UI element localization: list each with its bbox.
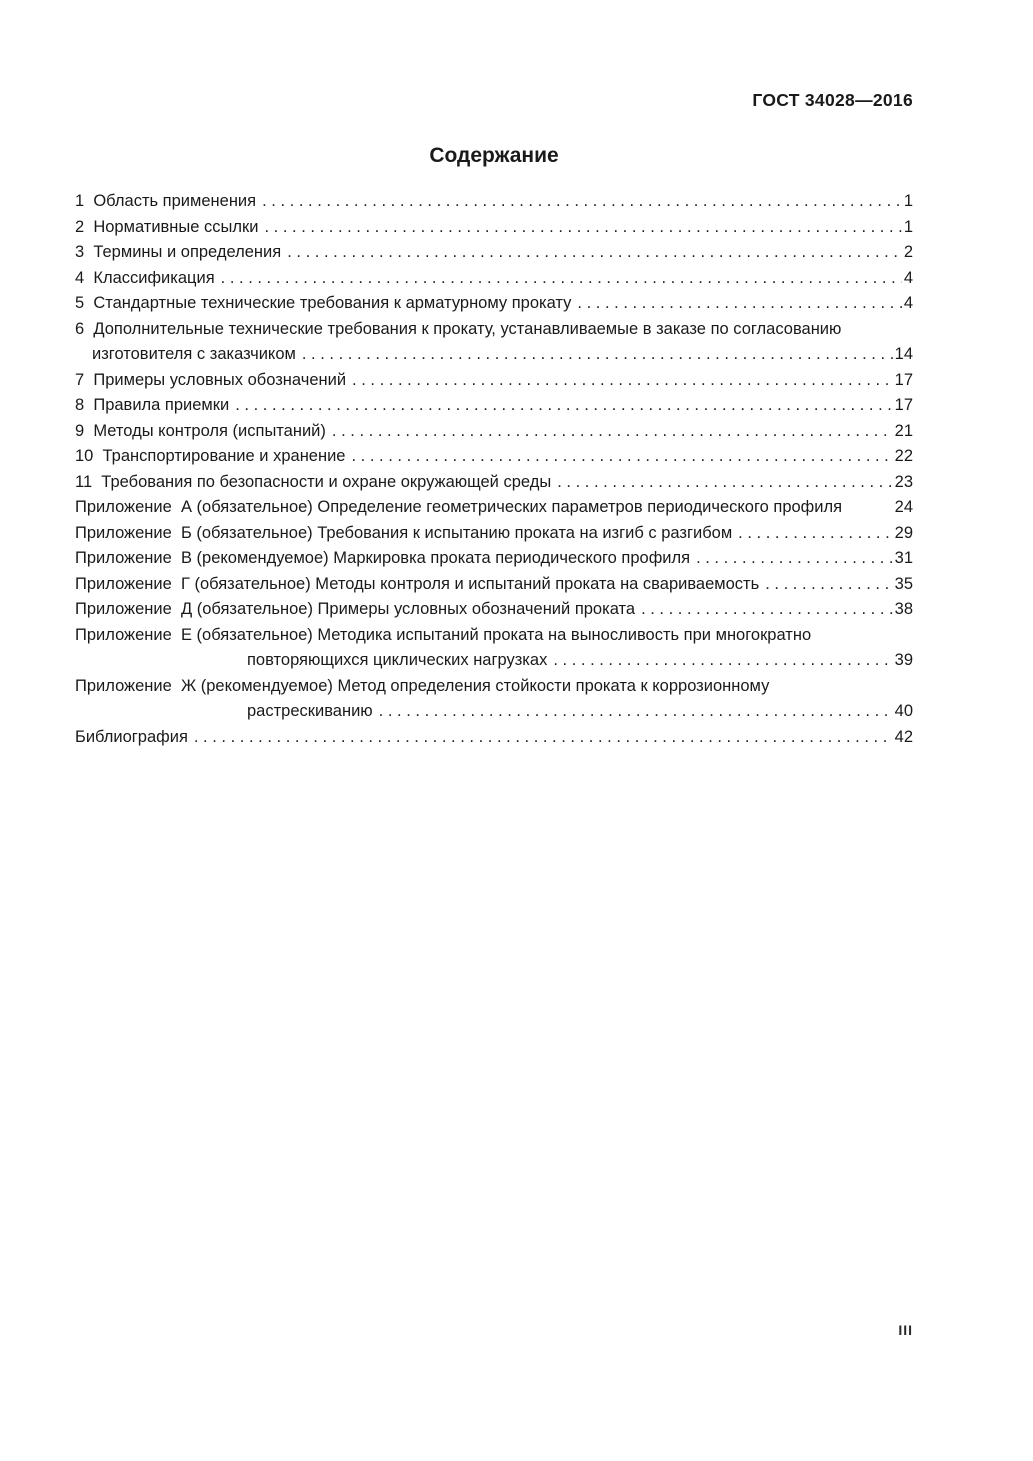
toc-entry: [75, 240, 913, 266]
toc-entry: [75, 623, 913, 674]
toc-entry-label: Приложение Е (обязательное) Методика испытаний проката на выносливость при многократно: [75, 625, 812, 644]
toc-page-ref: 23: [894, 472, 913, 491]
toc-entry-line: [75, 291, 913, 317]
dot-leader: [765, 572, 892, 598]
toc-entry-label: 5 Стандартные технические требования к арматурному прокату: [75, 294, 572, 312]
dot-leader: [235, 393, 892, 419]
toc-entry-line: [75, 368, 913, 394]
toc-entry-line: [75, 189, 913, 215]
toc-entry: [75, 572, 913, 598]
toc-page-ref: 31: [894, 549, 913, 567]
toc-page-ref: 14: [894, 345, 913, 363]
dot-leader: [379, 699, 893, 725]
dot-leader: [577, 291, 901, 317]
toc-entry-label: 2 Нормативные ссылки: [75, 217, 259, 236]
toc-page-ref: 2: [903, 243, 913, 261]
toc-entry-line: [75, 546, 913, 572]
toc-entry-line: [75, 215, 913, 241]
toc-entry: [75, 291, 913, 317]
toc-entry: [75, 521, 913, 547]
dot-leader: [557, 470, 892, 496]
toc-page-ref: 4: [903, 268, 913, 287]
toc-entry-label: 3 Термины и определения: [75, 243, 282, 261]
toc-entry-line: [75, 317, 913, 343]
dot-leader: [332, 419, 893, 445]
dot-leader: [287, 240, 902, 266]
toc-entry: [75, 495, 913, 521]
toc-entry-label: Приложение А (обязательное) Определение геометрических параметров периодического профиля: [75, 498, 843, 516]
toc-entry-label: 7 Примеры условных обозначений: [75, 370, 347, 389]
dot-leader: [352, 444, 893, 470]
toc-entry: [75, 317, 913, 368]
toc-entry-line: [75, 240, 913, 266]
page-number: III: [898, 1322, 913, 1338]
page-title: Содержание: [429, 144, 559, 167]
toc-entry-label: 10 Транспортирование и хранение: [75, 447, 346, 465]
dot-leader: [262, 189, 902, 215]
toc-entry-line: [75, 597, 913, 623]
toc-entry-label: 11 Требования по безопасности и охране окружающей среды: [75, 472, 552, 491]
dot-leader: [194, 725, 893, 751]
toc-page-ref: 35: [894, 574, 913, 593]
toc-entry-line: [75, 572, 913, 598]
toc-entry: [75, 266, 913, 292]
toc-entry: [75, 546, 913, 572]
toc-entry-label: 6 Дополнительные технические требования к прокату, устанавливаемые в заказе по согласованию: [75, 319, 842, 338]
toc-entry-line: [75, 623, 913, 649]
table-of-contents: [75, 189, 913, 750]
toc-entry-label: Приложение Г (обязательное) Методы контроля и испытаний проката на свариваемость: [75, 574, 760, 593]
toc-page-ref: 38: [894, 600, 913, 618]
toc-entry-line: [75, 470, 913, 496]
toc-page-ref: 29: [894, 523, 913, 542]
toc-entry-continuation: [75, 699, 913, 725]
toc-entry-label: Библиография: [75, 727, 188, 746]
toc-entry-line: [75, 495, 913, 521]
toc-entry: [75, 725, 913, 751]
dot-leader: [264, 215, 901, 241]
toc-page-ref: 17: [894, 396, 913, 414]
dot-leader: [738, 521, 892, 547]
toc-page-ref: 17: [894, 370, 913, 389]
toc-page-ref: 24: [894, 498, 913, 516]
toc-page-ref: 39: [894, 651, 913, 669]
toc-entry: [75, 470, 913, 496]
dot-leader: [696, 546, 893, 572]
toc-entry-line: [75, 393, 913, 419]
toc-entry-label: растрескиванию: [247, 702, 373, 720]
dot-leader: [302, 342, 893, 368]
toc-entry-label: 4 Классификация: [75, 268, 215, 287]
dot-leader: [352, 368, 893, 394]
toc-entry: [75, 368, 913, 394]
toc-entry-line: [75, 419, 913, 445]
toc-entry: [75, 597, 913, 623]
toc-entry: [75, 189, 913, 215]
toc-entry-line: [75, 521, 913, 547]
toc-page-ref: 42: [894, 727, 913, 746]
toc-page-ref: 21: [894, 421, 913, 440]
toc-entry-line: [75, 674, 913, 700]
toc-entry: [75, 674, 913, 725]
toc-entry-label: Приложение Б (обязательное) Требования к испытанию проката на изгиб с разгибом: [75, 523, 733, 542]
toc-entry-label: Приложение В (рекомендуемое) Маркировка проката периодического профиля: [75, 549, 691, 567]
toc-entry-label: изготовителя с заказчиком: [92, 345, 296, 363]
toc-page-ref: 1: [903, 192, 913, 210]
toc-entry-line: [75, 725, 913, 751]
toc-entry-label: 8 Правила приемки: [75, 396, 230, 414]
toc-entry-line: [75, 266, 913, 292]
toc-entry-label: повторяющихся циклических нагрузках: [247, 651, 548, 669]
toc-page-ref: 22: [894, 447, 913, 465]
dot-leader: [221, 266, 902, 292]
dot-leader: [553, 648, 892, 674]
document-code: ГОСТ 34028—2016: [752, 90, 913, 110]
toc-entry-label: 9 Методы контроля (испытаний): [75, 421, 326, 440]
toc-entry-label: 1 Область применения: [75, 192, 257, 210]
toc-entry-continuation: [75, 648, 913, 674]
toc-entry-label: Приложение Ж (рекомендуемое) Метод определения стойкости проката к коррозионному: [75, 676, 770, 695]
toc-entry-label: Приложение Д (обязательное) Примеры условных обозначений проката: [75, 600, 636, 618]
toc-entry: [75, 215, 913, 241]
dot-leader: [641, 597, 893, 623]
toc-entry-line: [75, 444, 913, 470]
toc-entry: [75, 419, 913, 445]
toc-entry-continuation: [75, 342, 913, 368]
toc-page-ref: 4: [903, 294, 913, 312]
toc-entry: [75, 444, 913, 470]
toc-entry: [75, 393, 913, 419]
toc-page-ref: 1: [903, 217, 913, 236]
toc-page-ref: 40: [894, 702, 913, 720]
document-page: [75, 0, 913, 750]
